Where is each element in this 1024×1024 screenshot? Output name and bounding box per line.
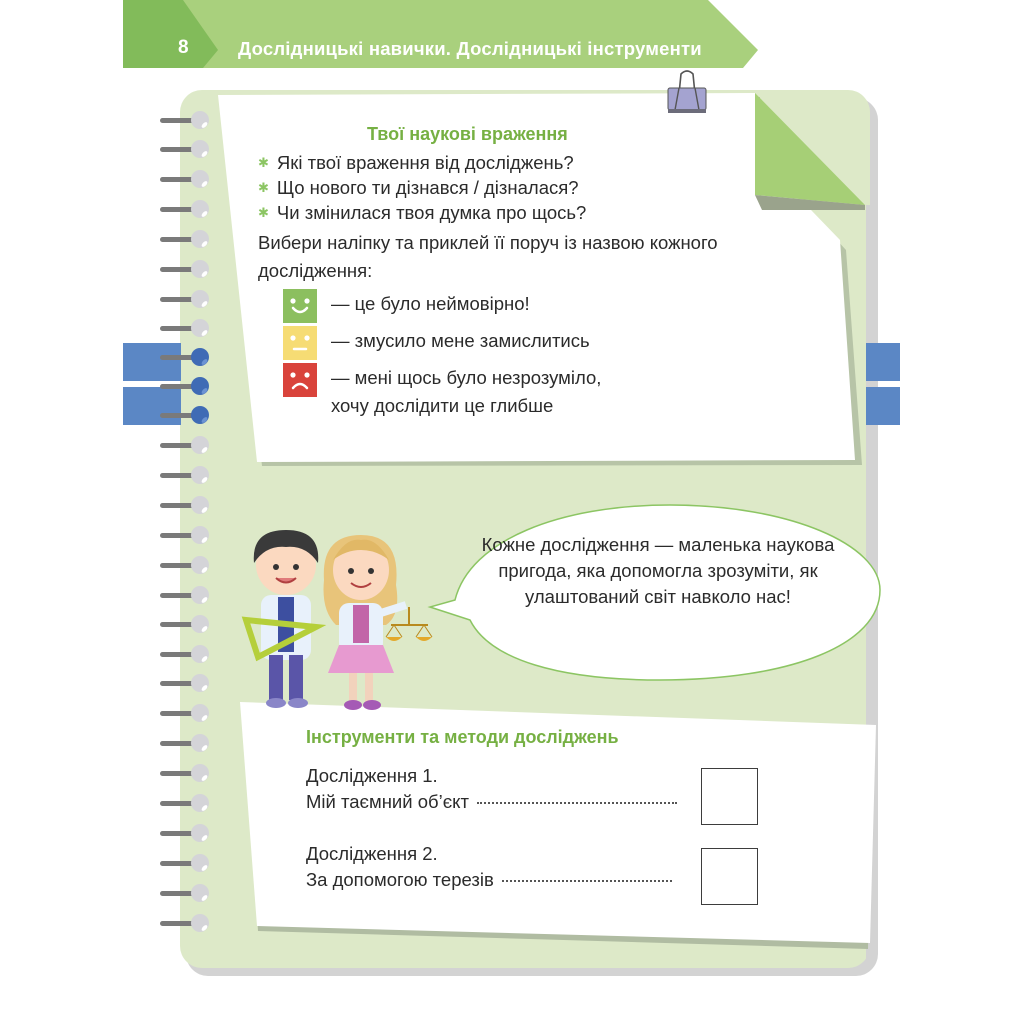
spiral-ring [160,615,210,635]
sad-face-icon [283,363,317,397]
study-2-name: За допомогою терезів [306,869,494,890]
neutral-face-icon [283,326,317,360]
questions-list [258,150,586,225]
impressions-heading: Твої наукові враження [367,124,568,144]
boy-with-ruler [246,530,318,708]
spiral-ring [160,406,210,426]
spiral-ring [160,140,210,160]
asterisk-bullet-icon: ✱ [258,205,269,220]
spiral-ring [160,230,210,250]
study-1 [306,763,677,815]
study-2-title: Дослідження 2. [306,843,438,864]
spiral-ring [160,674,210,694]
study-1-sticker-box[interactable] [701,768,758,825]
spiral-ring [160,884,210,904]
spiral-ring [160,466,210,486]
spiral-ring [160,824,210,844]
study-2-sticker-box[interactable] [701,848,758,905]
spiral-ring [160,111,210,131]
spiral-ring [160,377,210,397]
spiral-ring [160,526,210,546]
spiral-ring [160,319,210,339]
spiral-ring [160,556,210,576]
spiral-ring [160,764,210,784]
spiral-ring [160,854,210,874]
speech-bubble-text: Кожне дослідження — маленька наукова пригода, яка допомогла зрозуміти, як улаштований світ навколо нас! [481,534,835,607]
asterisk-bullet-icon: ✱ [258,155,269,170]
happy-face-icon [283,289,317,323]
spiral-ring [160,260,210,280]
question-item: ✱ Які твої враження від досліджень? [258,152,574,173]
spiral-ring [160,170,210,190]
spiral-ring [160,586,210,606]
study-1-answer-line[interactable] [477,802,677,804]
girl-with-scales [324,535,433,710]
question-item: ✱ Що нового ти дізнався / дізналася? [258,177,579,198]
study-1-name: Мій таємний об’єкт [306,791,469,812]
spiral-ring [160,734,210,754]
binder-clip-icon [665,68,709,116]
study-2 [306,841,672,893]
spiral-ring [160,200,210,220]
spiral-ring [160,704,210,724]
spiral-ring [160,645,210,665]
asterisk-bullet-icon: ✱ [258,180,269,195]
spiral-ring [160,436,210,456]
scientist-children-illustration [236,525,446,715]
spiral-ring [160,290,210,310]
sticker-instruction: Вибери наліпку та приклей її поруч із назвою кожного дослідження: [258,232,718,281]
study-2-answer-line[interactable] [502,880,672,882]
question-item: ✱ Чи змінилася твоя думка про щось? [258,202,587,223]
spiral-ring [160,348,210,368]
spiral-ring [160,914,210,934]
sticker-legend-sad: — мені щось було незрозуміло, хочу дослідити це глибше [283,363,601,420]
sticker-legend-happy: — це було неймовірно! [283,289,530,323]
tools-heading: Інструменти та методи досліджень [306,727,619,747]
spiral-ring [160,794,210,814]
page-number: 8 [178,37,189,58]
study-1-title: Дослідження 1. [306,765,438,786]
spiral-ring [160,496,210,516]
page-title: Дослідницькі навички. Дослідницькі інструменти [238,38,702,59]
sticker-legend-neutral: — змусило мене замислитись [283,326,590,360]
